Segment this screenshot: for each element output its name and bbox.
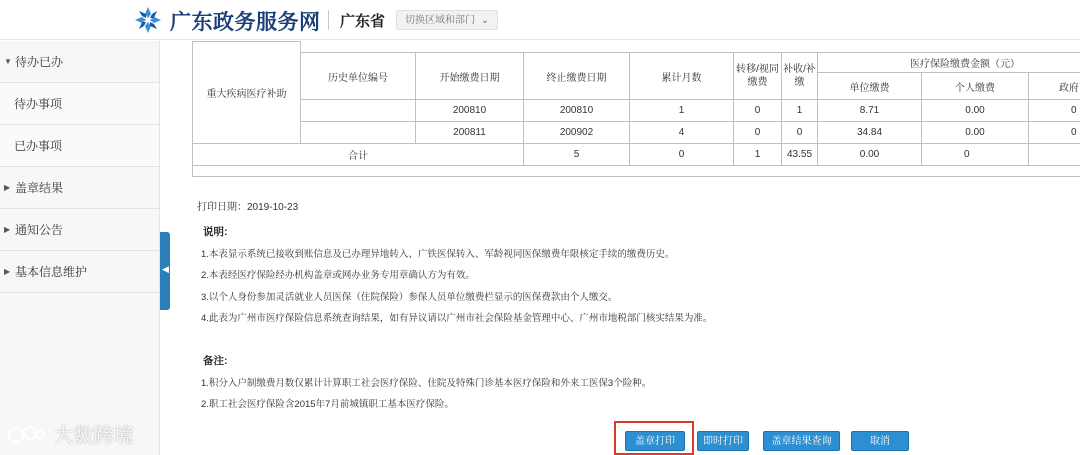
header-divider [328, 10, 329, 30]
cell-transfer: 0 [734, 122, 782, 144]
note-line: 1.本表显示系统已接收到账信息及已办理异地转入、广铁医保转入、军龄视同医保缴费年限核定手续的缴费历史。 [201, 249, 675, 260]
cell-unit-no [301, 122, 416, 144]
header-supplement: 补收/补缴 [782, 53, 818, 100]
cell-end: 200902 [524, 122, 630, 144]
sidebar-item-stamp-result[interactable] [0, 167, 159, 209]
sidebar-item-label: 已办事项 [14, 139, 63, 153]
print-date: 打印日期：2019-10-23 [197, 202, 299, 213]
cell-months: 1 [630, 100, 734, 122]
cell-personal-pay: 0.00 [922, 100, 1029, 122]
cell-end: 200810 [524, 100, 630, 122]
sidebar [0, 41, 160, 455]
chevron-left-icon: ◀ [162, 264, 169, 274]
sidebar-item-label: 通知公告 [15, 223, 64, 237]
caret-right-icon: ▶ [4, 225, 11, 234]
top-bar [0, 0, 1080, 40]
remarks-title: 备注: [203, 355, 228, 367]
header-end-date: 终止缴费日期 [524, 53, 630, 100]
sidebar-item-notices[interactable] [0, 209, 159, 251]
watermark [4, 419, 134, 449]
table-cell-category: 重大疾病医疗补助 [193, 42, 301, 144]
sidebar-item-basic-info[interactable] [0, 251, 159, 293]
header-transfer: 转移/视同缴费 [734, 53, 782, 100]
header-amount-group: 医疗保险缴费金额（元） [818, 53, 1080, 73]
notes-title: 说明: [203, 226, 228, 238]
cell-unit-no [301, 100, 416, 122]
chevron-down-icon: ⌄ [480, 15, 490, 26]
cell-unit-pay: 8.71 [818, 100, 922, 122]
cell-unit-pay: 43.55 [782, 144, 818, 166]
sidebar-item-todo[interactable] [0, 83, 159, 125]
cell-unit-pay: 34.84 [818, 122, 922, 144]
table-total-row [193, 144, 1080, 166]
cell-total-label: 合计 [193, 144, 524, 166]
cell-start: 200811 [416, 122, 524, 144]
province-label: 广东省 [340, 13, 386, 30]
header-months: 累计月数 [630, 53, 734, 100]
header-personal-pay: 个人缴费 [922, 73, 1029, 100]
region-switch-label: 切换区域和部门 [405, 15, 475, 26]
cell-personal-pay: 0.00 [818, 144, 922, 166]
sidebar-item-label: 基本信息维护 [15, 265, 88, 279]
cell-supplement: 1 [782, 100, 818, 122]
header-gov-pay: 政府 [1029, 73, 1080, 100]
header-unit-pay: 单位缴费 [818, 73, 922, 100]
table-header-row [193, 53, 1080, 73]
cell-supplement: 1 [734, 144, 782, 166]
region-switch-button[interactable] [396, 10, 498, 30]
note-line: 2.本表经医疗保险经办机构盖章或网办业务专用章确认方为有效。 [201, 270, 475, 281]
fee-history-table [192, 41, 1080, 177]
remark-line: 2.职工社会医疗保险含2015年7月前城镇职工基本医疗保险。 [201, 399, 454, 410]
watermark-logo-icon [4, 422, 48, 446]
cell-transfer: 0 [630, 144, 734, 166]
cancel-button[interactable]: 取消 [851, 431, 909, 451]
sidebar-item-label: 待办已办 [15, 55, 64, 69]
cell-transfer: 0 [734, 100, 782, 122]
sidebar-collapse-button[interactable] [160, 232, 170, 310]
sidebar-item-label: 待办事项 [14, 97, 63, 111]
sidebar-item-label: 盖章结果 [15, 181, 64, 195]
sidebar-item-done[interactable] [0, 125, 159, 167]
watermark-text: 大数跨境 [53, 425, 134, 447]
remark-line: 1.积分入户制缴费月数仅累计计算职工社会医疗保险、住院及特殊门诊基本医疗保险和外来工医保3个险种。 [201, 378, 652, 389]
sidebar-item-todo-done[interactable] [0, 41, 159, 83]
cell-gov-pay: 0 [922, 144, 1029, 166]
cell-months: 4 [630, 122, 734, 144]
stamp-print-button[interactable]: 盖章打印 [625, 431, 685, 451]
table-row [193, 122, 1080, 144]
caret-right-icon: ▶ [4, 267, 11, 276]
cell-personal-pay: 0.00 [922, 122, 1029, 144]
instant-print-button[interactable]: 即时打印 [697, 431, 749, 451]
table-row [193, 100, 1080, 122]
header-unit-no: 历史单位编号 [301, 53, 416, 100]
note-line: 3.以个人身份参加灵活就业人员医保（住院保险）参保人员单位缴费栏显示的医保费款由个人缴交。 [201, 292, 618, 303]
note-line: 4.此表为广州市医疗保险信息系统查询结果，如有异议请以广州市社会保险基金管理中心、广州市地税部门核实结果为准。 [201, 313, 713, 324]
cell-gov-pay: 0 [1029, 100, 1080, 122]
caret-right-icon: ▶ [4, 183, 11, 192]
cell-months: 5 [524, 144, 630, 166]
cell-start: 200810 [416, 100, 524, 122]
caret-down-icon: ▼ [4, 57, 12, 66]
stamp-query-button[interactable]: 盖章结果查询 [763, 431, 840, 451]
cell-supplement: 0 [782, 122, 818, 144]
site-logo-icon [133, 5, 163, 35]
header-start-date: 开始缴费日期 [416, 53, 524, 100]
main-content [192, 41, 1080, 455]
table-row [193, 42, 1080, 53]
cell-gov-pay: 0 [1029, 122, 1080, 144]
site-title[interactable]: 广东政务服务网 [170, 11, 321, 34]
